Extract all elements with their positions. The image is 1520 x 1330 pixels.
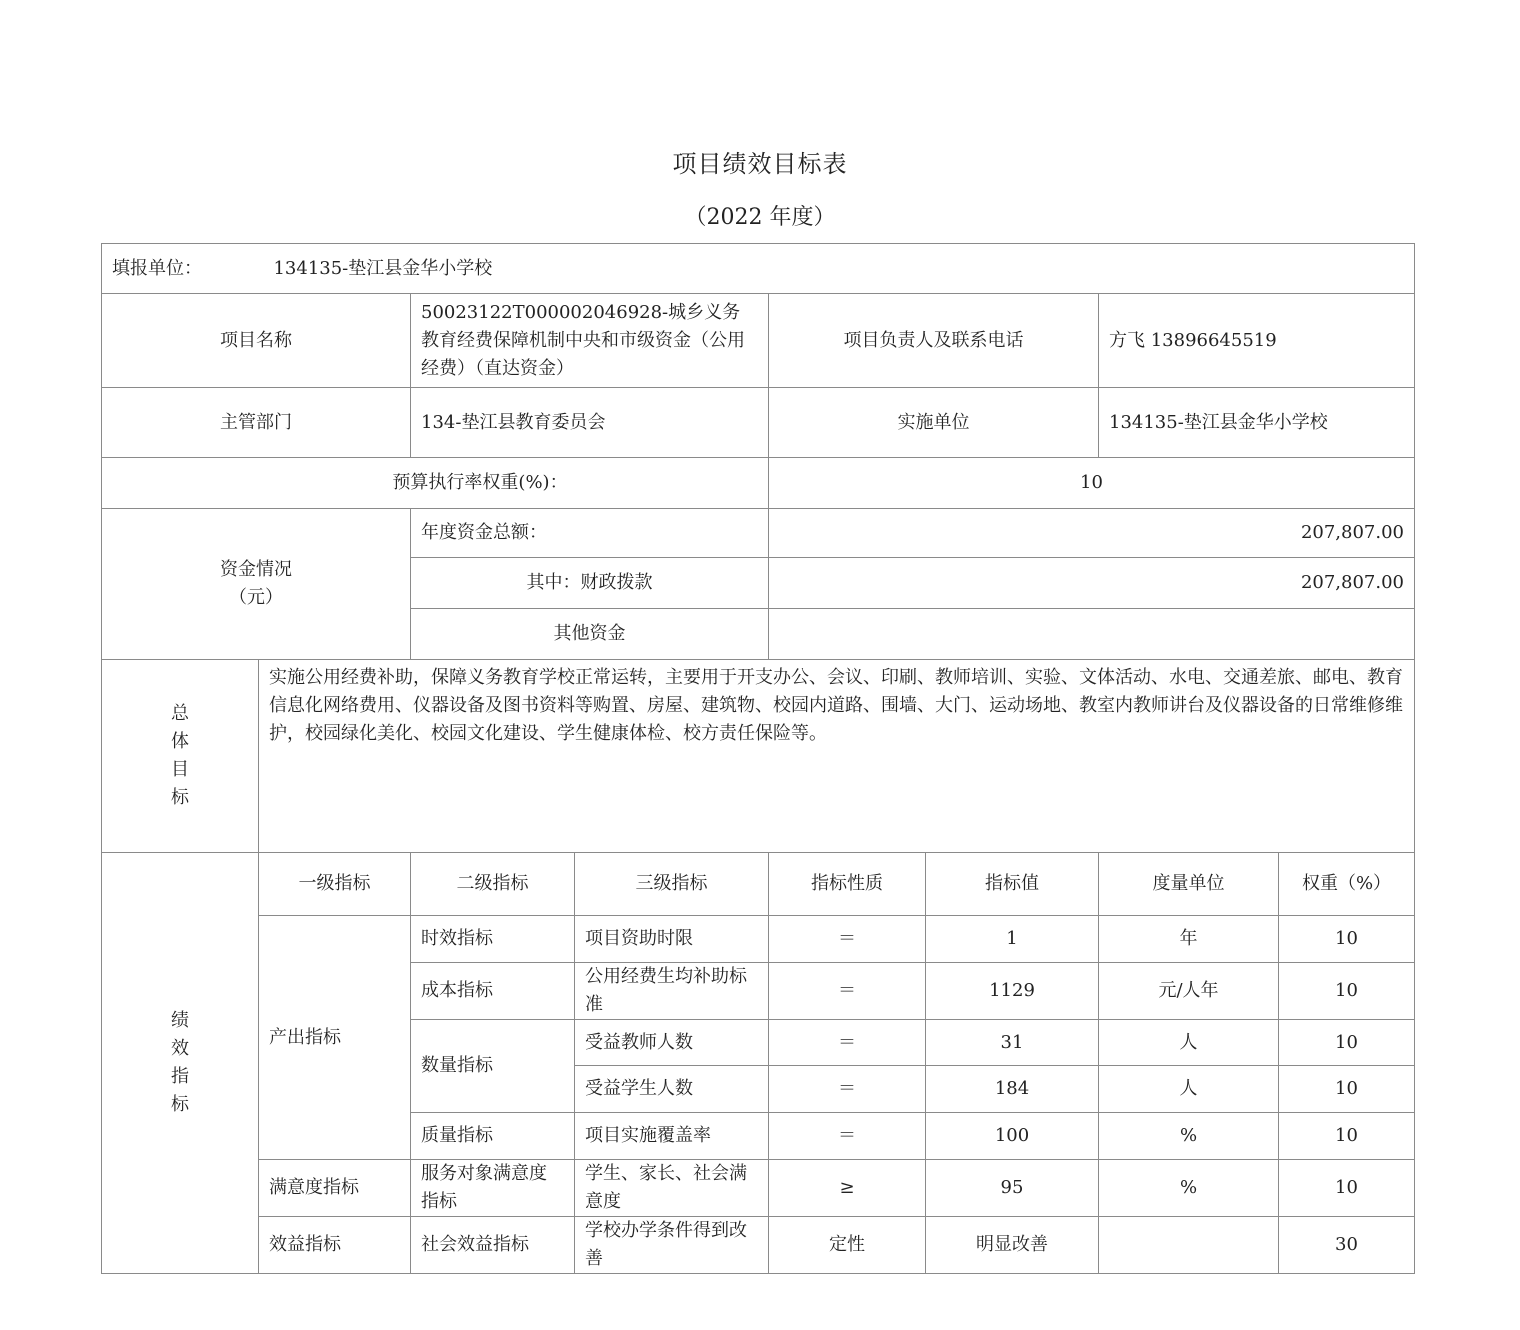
table-row-unit: 元/人年 <box>1099 963 1279 1020</box>
funds-label-line1: 资金情况 <box>220 559 292 580</box>
header-nature: 指标性质 <box>769 853 926 916</box>
table-row-weight: 10 <box>1279 1066 1415 1113</box>
level1-benefit: 效益指标 <box>259 1217 411 1274</box>
table-row-level3: 公用经费生均补助标准 <box>575 963 769 1020</box>
table-row-value: 31 <box>926 1020 1099 1066</box>
table-row-unit: 人 <box>1099 1020 1279 1066</box>
table-row-value: 184 <box>926 1066 1099 1113</box>
overall-goal-text: 实施公用经费补助，保障义务教育学校正常运转，主要用于开支办公、会议、印刷、教师培训、实验、文体活动、水电、交通差旅、邮电、教育信息化网络费用、仪器设备及图书资料等购置、房屋、建筑物、校园内道路、围墙、大门、运动场地、教室内教师讲台及仪器设备的日常维修维护，校园绿化美化、校园文化建设、学生健康体检、校方责任保险等。 <box>259 660 1415 853</box>
level2-quantity: 数量指标 <box>411 1020 575 1113</box>
funds-total-value: 207,807.00 <box>769 509 1415 558</box>
level2-timeliness: 时效指标 <box>411 916 575 963</box>
level2-cost: 成本指标 <box>411 963 575 1020</box>
project-name-value: 50023122T000002046928-城乡义务教育经费保障机制中央和市级资金（公用经费）（直达资金） <box>411 294 769 388</box>
funds-fiscal-value: 207,807.00 <box>769 558 1415 609</box>
table-row-level3: 项目资助时限 <box>575 916 769 963</box>
table-row-value: 1 <box>926 916 1099 963</box>
department-label: 主管部门 <box>102 388 411 458</box>
indicators-label <box>102 853 259 1274</box>
department-value: 134-垫江县教育委员会 <box>411 388 769 458</box>
table-row-value: 100 <box>926 1113 1099 1160</box>
overall-goal-char: 标 <box>171 787 189 808</box>
overall-goal-label <box>102 660 259 853</box>
overall-goal-char: 目 <box>171 759 189 780</box>
budget-weight-label: 预算执行率权重(%)： <box>102 458 769 509</box>
table-row-level3: 受益教师人数 <box>575 1020 769 1066</box>
budget-weight-value: 10 <box>769 458 1415 509</box>
impl-unit-value: 134135-垫江县金华小学校 <box>1099 388 1415 458</box>
filing-unit-row <box>102 244 1415 294</box>
project-lead-label: 项目负责人及联系电话 <box>769 294 1099 388</box>
table-row-nature: ＝ <box>769 916 926 963</box>
page-subtitle: （2022 年度） <box>684 205 836 230</box>
impl-unit-label: 实施单位 <box>769 388 1099 458</box>
level2-service: 服务对象满意度指标 <box>411 1160 575 1217</box>
funds-other-label: 其他资金 <box>411 609 769 660</box>
table-row-value: 95 <box>926 1160 1099 1217</box>
filing-unit-label: 填报单位： <box>112 257 202 279</box>
table-row-weight: 30 <box>1279 1217 1415 1274</box>
indicators-char: 绩 <box>171 1010 189 1031</box>
indicators-char: 效 <box>171 1038 189 1059</box>
level1-satisfaction: 满意度指标 <box>259 1160 411 1217</box>
table-row-nature: ＝ <box>769 1113 926 1160</box>
table-row-nature: 定性 <box>769 1217 926 1274</box>
filing-unit-value: 134135-垫江县金华小学校 <box>273 257 493 279</box>
table-row-unit: % <box>1099 1160 1279 1217</box>
project-name-label: 项目名称 <box>102 294 411 388</box>
table-row-weight: 10 <box>1279 1020 1415 1066</box>
funds-other-value <box>769 609 1415 660</box>
level2-social: 社会效益指标 <box>411 1217 575 1274</box>
overall-goal-char: 体 <box>171 731 189 752</box>
header-level1: 一级指标 <box>259 853 411 916</box>
project-lead-value: 方飞 13896645519 <box>1099 294 1415 388</box>
header-level2: 二级指标 <box>411 853 575 916</box>
table-row-unit: % <box>1099 1113 1279 1160</box>
header-unit: 度量单位 <box>1099 853 1279 916</box>
header-value: 指标值 <box>926 853 1099 916</box>
table-row-value: 明显改善 <box>926 1217 1099 1274</box>
overall-goal-char: 总 <box>171 703 189 724</box>
funds-fiscal-label: 其中：财政拨款 <box>411 558 769 609</box>
page-title: 项目绩效目标表 <box>672 150 848 178</box>
table-row-unit <box>1099 1217 1279 1274</box>
table-row-level3: 学生、家长、社会满意度 <box>575 1160 769 1217</box>
table-row-weight: 10 <box>1279 1113 1415 1160</box>
table-row-level3: 项目实施覆盖率 <box>575 1113 769 1160</box>
funds-label <box>102 509 411 660</box>
table-row-nature: ＝ <box>769 963 926 1020</box>
table-row-nature: ≥ <box>769 1160 926 1217</box>
table-row-level3: 学校办学条件得到改善 <box>575 1217 769 1274</box>
table-row-unit: 年 <box>1099 916 1279 963</box>
table-row-weight: 10 <box>1279 963 1415 1020</box>
header-weight: 权重（%） <box>1279 853 1415 916</box>
indicators-char: 标 <box>171 1094 189 1115</box>
table-row-nature: ＝ <box>769 1066 926 1113</box>
level1-output: 产出指标 <box>259 916 411 1160</box>
funds-total-label: 年度资金总额： <box>411 509 769 558</box>
table-row-value: 1129 <box>926 963 1099 1020</box>
funds-label-line2: （元） <box>229 587 283 608</box>
table-row-unit: 人 <box>1099 1066 1279 1113</box>
level2-quality: 质量指标 <box>411 1113 575 1160</box>
performance-table <box>101 243 1415 1274</box>
table-row-weight: 10 <box>1279 916 1415 963</box>
table-row-weight: 10 <box>1279 1160 1415 1217</box>
table-row-level3: 受益学生人数 <box>575 1066 769 1113</box>
indicators-char: 指 <box>171 1066 189 1087</box>
table-row-nature: ＝ <box>769 1020 926 1066</box>
header-level3: 三级指标 <box>575 853 769 916</box>
